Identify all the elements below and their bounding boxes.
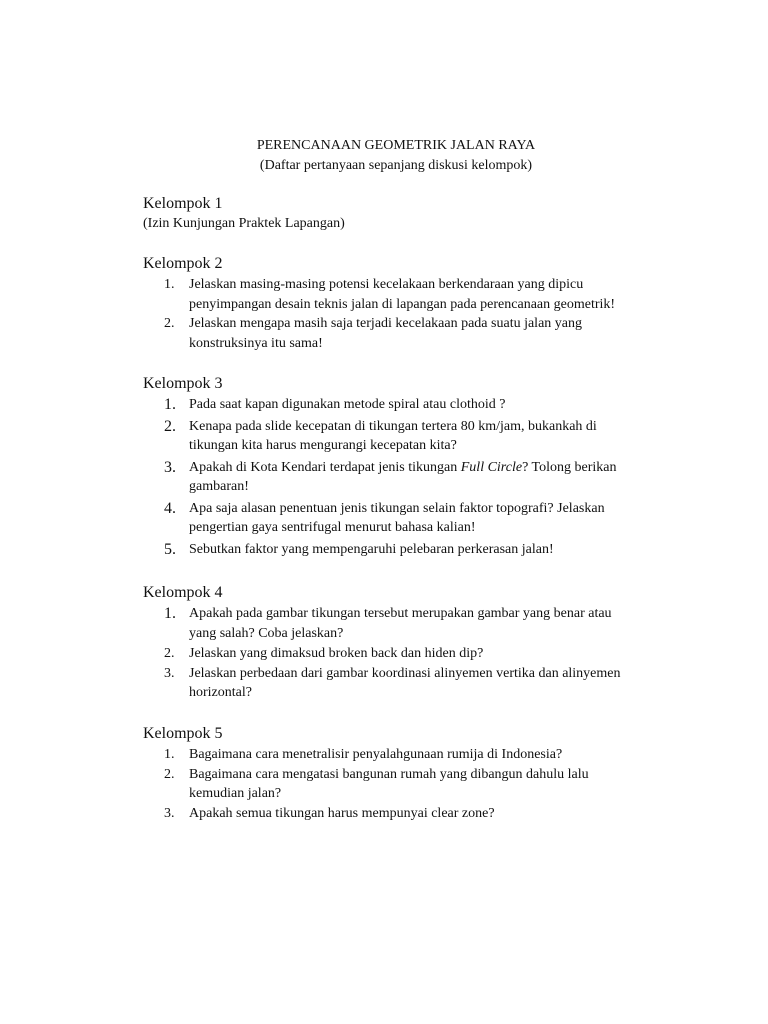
item-text: gambaran! xyxy=(189,479,249,494)
item-number: 2. xyxy=(164,316,175,331)
list-item xyxy=(143,644,683,664)
item-text: Bagaimana cara mengatasi bangunan rumah yang dibangun dahulu lalu xyxy=(189,766,589,782)
list-item xyxy=(143,745,683,765)
item-text: Jelaskan masing-masing potensi kecelakaan berkendaraan yang dipicu xyxy=(189,277,584,292)
section-kelompok-2 xyxy=(143,254,683,353)
item-text: Apakah di Kota Kendari terdapat jenis tikungan xyxy=(189,459,461,475)
item-number: 5. xyxy=(164,540,176,558)
list-item xyxy=(143,275,683,314)
question-list xyxy=(143,604,683,703)
section-heading: Kelompok 4 xyxy=(143,584,223,601)
list-item xyxy=(143,765,683,804)
section-kelompok-5 xyxy=(143,724,683,823)
item-text: Apakah pada gambar tikungan tersebut merupakan gambar yang benar atau xyxy=(189,606,612,621)
item-text: Pada saat kapan digunakan metode spiral atau clothoid ? xyxy=(189,397,506,412)
item-number: 1. xyxy=(164,605,176,622)
item-number: 1. xyxy=(164,396,176,413)
item-number: 1. xyxy=(164,277,175,292)
section-kelompok-3 xyxy=(143,374,683,561)
question-list xyxy=(143,745,683,823)
item-text-emphasis: Full Circle xyxy=(460,459,523,475)
item-text: tikungan kita harus mengurangi kecepatan kita? xyxy=(189,438,457,453)
item-text: pengertian gaya sentrifugal menurut bahasa kalian! xyxy=(189,520,476,535)
item-text: Apa saja alasan penentuan jenis tikungan selain faktor topografi? Jelaskan xyxy=(189,500,605,516)
item-text: Apakah semua tikungan harus mempunyai clear zone? xyxy=(189,805,495,821)
item-number: 2. xyxy=(164,417,176,435)
item-text: Jelaskan mengapa masih saja terjadi kecelakaan pada suatu jalan yang xyxy=(189,316,582,331)
item-text: Jelaskan perbedaan dari gambar koordinasi alinyemen vertika dan alinyemen xyxy=(189,665,621,681)
question-list xyxy=(143,395,683,559)
document-subtitle: (Daftar pertanyaan sepanjang diskusi kelompok) xyxy=(259,158,533,173)
item-text: kemudian jalan? xyxy=(189,786,282,801)
item-text: Bagaimana cara menetralisir penyalahgunaan rumija di Indonesia? xyxy=(189,747,563,762)
section-heading: Kelompok 5 xyxy=(143,725,223,742)
item-text: ? Tolong berikan xyxy=(522,459,617,475)
item-number: 4. xyxy=(164,499,176,517)
item-text: Jelaskan yang dimaksud broken back dan hiden dip? xyxy=(189,646,484,661)
section-kelompok-1 xyxy=(143,194,683,233)
list-item xyxy=(143,804,683,824)
list-item xyxy=(143,604,683,643)
item-number: 2. xyxy=(164,766,175,782)
section-heading: Kelompok 1 xyxy=(143,195,223,212)
item-text-line xyxy=(189,458,683,478)
section-note: (Izin Kunjungan Praktek Lapangan) xyxy=(143,216,345,231)
list-item xyxy=(143,314,683,353)
item-number: 1. xyxy=(164,747,175,762)
section-heading: Kelompok 2 xyxy=(143,255,223,272)
item-text: horizontal? xyxy=(189,685,252,700)
list-item xyxy=(143,395,683,415)
item-text: yang salah? Coba jelaskan? xyxy=(189,625,344,641)
item-text: penyimpangan desain teknis jalan di lapangan pada perencanaan geometrik! xyxy=(189,296,616,312)
list-item xyxy=(143,458,683,497)
item-text: Kenapa pada slide kecepatan di tikungan tertera 80 km/jam, bukankah di xyxy=(189,418,597,434)
section-kelompok-4 xyxy=(143,583,683,703)
item-text: konstruksinya itu sama! xyxy=(189,335,323,351)
document-title: PERENCANAAN GEOMETRIK JALAN RAYA xyxy=(256,138,536,153)
list-item xyxy=(143,664,683,703)
section-heading: Kelompok 3 xyxy=(143,375,223,392)
item-number: 3. xyxy=(164,805,175,821)
item-number: 3. xyxy=(164,458,176,476)
list-item xyxy=(143,499,683,538)
item-text: Sebutkan faktor yang mempengaruhi pelebaran perkerasan jalan! xyxy=(189,541,554,557)
question-list xyxy=(143,275,683,353)
item-number: 2. xyxy=(164,646,175,661)
list-item xyxy=(143,417,683,456)
list-item xyxy=(143,540,683,560)
item-number: 3. xyxy=(164,665,175,681)
